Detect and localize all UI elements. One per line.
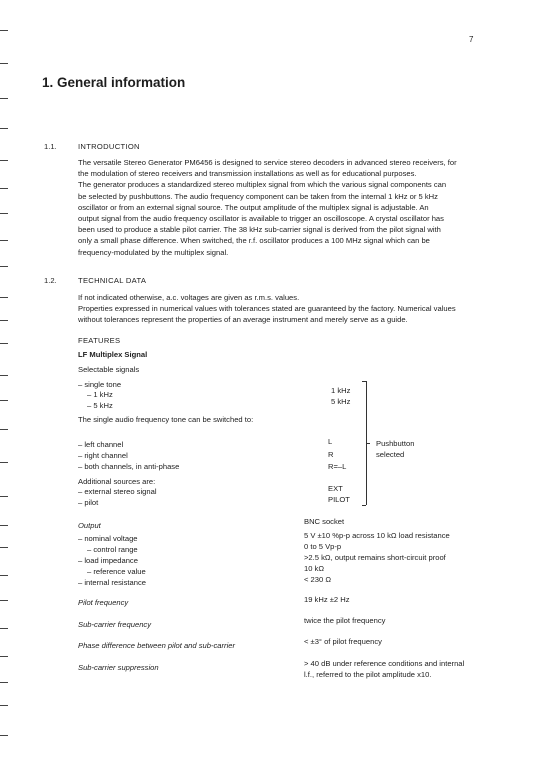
left-channel-label: – left channel (78, 440, 124, 449)
subcarrier-suppression-cont: l.f., referred to the pilot amplitude x10. (304, 670, 432, 679)
reference-value-value: 10 kΩ (304, 564, 325, 573)
pushbutton-label: Pushbutton (376, 439, 415, 448)
pilot-label: – pilot (78, 498, 99, 507)
section-title-technical: TECHNICAL DATA (78, 276, 147, 285)
load-impedance-value: >2.5 kΩ, output remains short-circuit proof (304, 553, 446, 562)
switch-note: The single audio frequency tone can be switched to: (78, 415, 254, 424)
single-tone-label: – single tone (78, 380, 122, 389)
intro-line: the modulation of stereo receivers and transmission installations as well as for educational purposes. (78, 169, 417, 179)
subcarrier-suppression-label: Sub-carrier suppression (78, 663, 159, 672)
intro-line: be selected by pushbuttons. The audio frequency component can be taken from the internal 1 kHz or 5 kHz (78, 191, 438, 201)
selected-label: selected (376, 450, 405, 459)
right-channel-value: R (328, 450, 334, 459)
features-heading: FEATURES (78, 336, 121, 345)
selectable-label: Selectable signals (78, 365, 140, 374)
tone-5khz-label: – 5 kHz (87, 401, 113, 410)
subcarrier-frequency-label: Sub-carrier frequency (78, 620, 152, 629)
both-channels-value: R=–L (328, 462, 347, 471)
internal-resistance-label: – internal resistance (78, 578, 146, 587)
intro-line: output signal from the audio frequency oscillator is available to trigger an oscilloscope. A crystal oscillator has (78, 214, 444, 224)
technical-paragraph (78, 292, 478, 326)
additional-sources-label: Additional sources are: (78, 477, 156, 486)
chapter-title: 1. General information (42, 75, 186, 90)
left-channel-value: L (328, 437, 333, 446)
page-number: 7 (469, 35, 474, 44)
section-number-intro: 1.1. (44, 142, 57, 151)
nominal-voltage-value: 5 V ±10 %p-p across 10 kΩ load resistance (304, 531, 450, 540)
intro-line: only a small phase difference. When switched, the r.f. oscillator produces a 100 MHz signal which can be (78, 236, 430, 246)
output-connector: BNC socket (304, 517, 345, 526)
tone-1khz-label: – 1 kHz (87, 390, 113, 399)
control-range-value: 0 to 5 Vp-p (304, 542, 342, 551)
pilot-frequency-value: 19 kHz ±2 Hz (304, 595, 350, 604)
intro-line: The generator produces a standardized stereo multiplex signal from which the various signal components can (78, 180, 447, 190)
technical-line: If not indicated otherwise, a.c. voltages are given as r.m.s. values. (78, 293, 300, 302)
internal-resistance-value: < 230 Ω (304, 575, 332, 584)
technical-line: without tolerances represent the properties of an average instrument and merely serve as a guide. (78, 315, 408, 325)
load-impedance-label: – load impedance (78, 556, 138, 565)
reference-value-label: – reference value (87, 567, 146, 576)
intro-line: The versatile Stereo Generator PM6456 is designed to service stereo decoders in advanced stereo receivers, for (78, 158, 457, 167)
subcarrier-suppression-value: > 40 dB under reference conditions and internal (304, 659, 465, 668)
pilot-frequency-label: Pilot frequency (78, 598, 129, 607)
ext-stereo-label: – external stereo signal (78, 487, 157, 496)
right-channel-label: – right channel (78, 451, 128, 460)
output-label: Output (78, 521, 101, 530)
features-subheading: LF Multiplex Signal (78, 350, 148, 359)
intro-line: been used to produce a stable pilot carrier. The 38 kHz sub-carrier signal is derived from the pilot signal with (78, 225, 441, 235)
nominal-voltage-label: – nominal voltage (78, 534, 138, 543)
phase-difference-value: < ±3° of pilot frequency (304, 637, 382, 646)
both-channels-label: – both channels, in anti-phase (78, 462, 180, 471)
section-number-technical: 1.2. (44, 276, 57, 285)
tone-1khz-value: 1 kHz (331, 386, 351, 395)
control-range-label: – control range (87, 545, 138, 554)
pilot-value: PILOT (328, 495, 350, 504)
subcarrier-frequency-value: twice the pilot frequency (304, 616, 386, 625)
ext-value: EXT (328, 484, 343, 493)
technical-line: Properties expressed in numerical values with tolerances stated are guaranteed by the factory. Numerical values (78, 304, 456, 314)
intro-line: frequency-modulated by the multiplex signal. (78, 247, 229, 257)
phase-difference-label: Phase difference between pilot and sub-carrier (78, 641, 236, 650)
tone-5khz-value: 5 kHz (331, 397, 351, 406)
intro-line: oscillator or from an external signal source. The output amplitude of the multiplex signal is adjustable. An (78, 202, 429, 212)
intro-paragraph (78, 157, 478, 258)
section-title-intro: INTRODUCTION (78, 142, 140, 151)
